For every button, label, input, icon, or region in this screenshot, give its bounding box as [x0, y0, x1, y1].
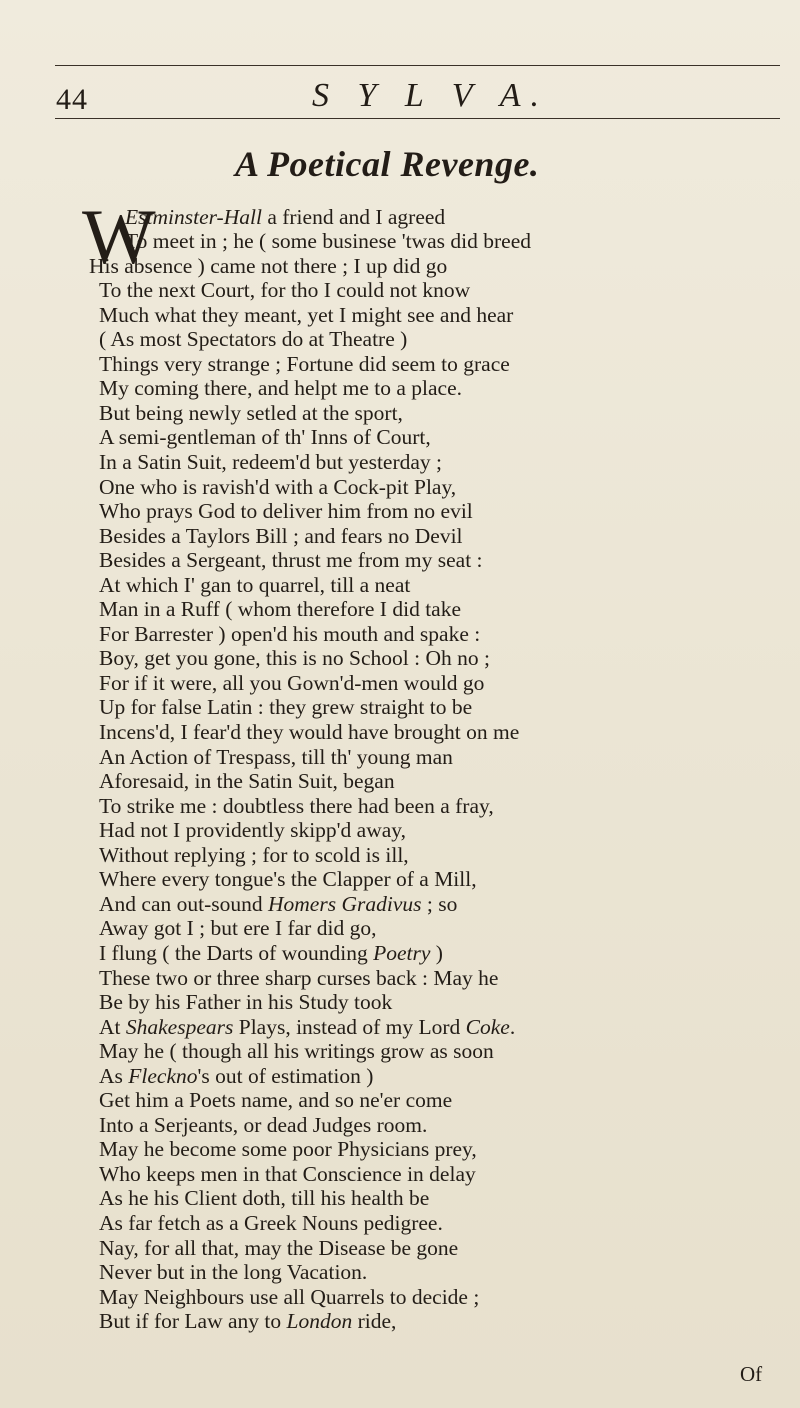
poem-line: Things very strange ; Fortune did seem to grace — [99, 351, 510, 376]
poem-line: To the next Court, for tho I could not know — [99, 278, 471, 303]
poem-line: But being newly setled at the sport, — [99, 400, 403, 425]
poem-line: Incens'd, I fear'd they would have brought on me — [99, 720, 520, 744]
poem-line: Be by his Father in his Study took — [99, 990, 393, 1015]
poem-line: Nay, for all that, may the Disease be gone — [99, 1235, 459, 1260]
poem-line: And can out-sound Homers Gradivus ; so — [99, 891, 458, 916]
poem-line: Away got I ; but ere I far did go, — [99, 916, 377, 941]
poem-line: Boy, get you gone, this is no School : Oh no ; — [99, 646, 490, 671]
poem-line: His absence ) came not there ; I up did go — [89, 253, 448, 278]
running-head: S Y L V A. — [312, 77, 550, 114]
poem-line: Besides a Taylors Bill ; and fears no Devil — [99, 523, 463, 548]
catchword: Of — [740, 1362, 763, 1386]
poem-line: At which I' gan to quarrel, till a neat — [99, 572, 411, 597]
poem-line: Get him a Poets name, and so ne'er come — [99, 1088, 453, 1113]
poem-line: But if for Law any to London ride, — [99, 1309, 397, 1334]
header-rule-top — [55, 65, 780, 66]
poem-line: Aforesaid, in the Satin Suit, began — [99, 769, 395, 794]
poem-line: A semi-gentleman of th' Inns of Court, — [99, 425, 431, 450]
poem-line: May he become some poor Physicians prey, — [99, 1137, 477, 1162]
poem-title: A Poetical Revenge. — [235, 144, 540, 184]
poem-line: As Fleckno's out of estimation ) — [99, 1063, 374, 1088]
poem-line: At Shakespears Plays, instead of my Lord Coke. — [99, 1014, 516, 1039]
poem-line: May Neighbours use all Quarrels to decide ; — [99, 1284, 480, 1309]
poem-line: To strike me : doubtless there had been a fray, — [99, 793, 494, 818]
poem-line: I flung ( the Darts of wounding Poetry ) — [99, 940, 443, 965]
poem-line: Into a Serjeants, or dead Judges room. — [99, 1112, 428, 1137]
drop-cap: W — [82, 193, 156, 280]
poem-line: As he his Client doth, till his health be — [99, 1186, 430, 1211]
poem-line: To meet in ; he ( some businese 'twas did breed — [125, 229, 531, 253]
poem-line: May he ( though all his writings grow as soon — [99, 1039, 494, 1064]
poem-line: In a Satin Suit, redeem'd but yesterday ; — [99, 449, 443, 474]
header-rule-bottom — [55, 118, 780, 119]
poem-line: These two or three sharp curses back : May he — [99, 965, 499, 990]
poem-line: Had not I providently skipp'd away, — [99, 818, 407, 843]
poem-line: Who prays God to deliver him from no evil — [99, 499, 473, 524]
poem-line: Where every tongue's the Clapper of a Mill, — [99, 867, 477, 892]
poem-line: Who keeps men in that Conscience in delay — [99, 1161, 476, 1186]
poem-line: Besides a Sergeant, thrust me from my seat : — [99, 548, 483, 573]
poem-line: Up for false Latin : they grew straight to be — [99, 695, 473, 720]
poem-line: Man in a Ruff ( whom therefore I did take — [99, 597, 462, 622]
poem-line: Much what they meant, yet I might see and hear — [99, 302, 514, 327]
poem-line: For Barrester ) open'd his mouth and spake : — [99, 621, 481, 646]
poem-line: As far fetch as a Greek Nouns pedigree. — [99, 1211, 443, 1235]
poem-line: ( As most Spectators do at Theatre ) — [99, 327, 408, 352]
poem-line: An Action of Trespass, till th' young man — [99, 744, 453, 769]
poem-line: Without replying ; for to scold is ill, — [99, 842, 409, 867]
poem-line: For if it were, all you Gown'd-men would go — [99, 670, 485, 695]
poem-line: Never but in the long Vacation. — [99, 1260, 368, 1285]
poem-line: My coming there, and helpt me to a place. — [99, 376, 462, 401]
page-number: 44 — [56, 83, 88, 116]
poem-line: One who is ravish'd with a Cock-pit Play, — [99, 474, 457, 499]
poem-line-first: Estminster-Hall a friend and I agreed — [125, 205, 446, 229]
